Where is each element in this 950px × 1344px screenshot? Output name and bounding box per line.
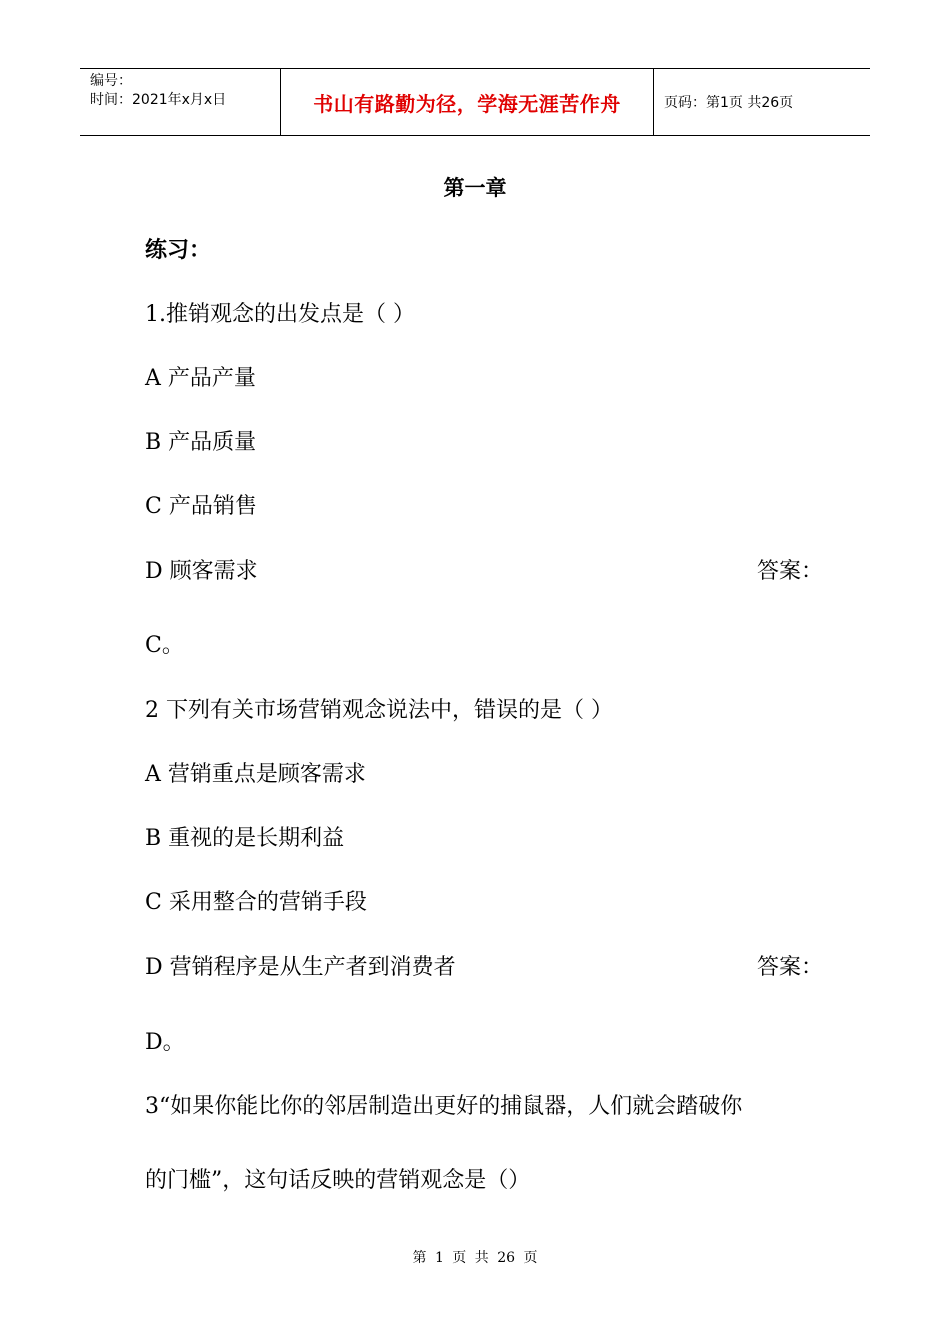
question-3-stem-line-2: 的门槛”，这句话反映的营销观念是（） [145,1168,531,1193]
question-2-option-c: C 采用整合的营销手段 [145,890,367,915]
document-header [80,68,870,136]
header-page-info: 页码：第1页 共26页 [664,95,794,111]
question-2-stem: 2 下列有关市场营销观念说法中，错误的是（ ） [145,698,613,723]
page-footer: 第 1 页 共 26 页 [412,1250,538,1266]
header-motto: 书山有路勤为径，学海无涯苦作舟 [281,69,654,135]
question-1-option-d: D 顾客需求 [145,559,258,584]
question-1-answer: C。 [145,633,184,658]
time-label: 时间：2021年x月x日 [90,92,227,108]
question-1-stem: 1.推销观念的出发点是（ ） [145,302,415,327]
chapter-title: 第一章 [443,175,507,200]
section-label: 练习： [145,237,212,263]
question-1-option-b: B 产品质量 [145,430,257,455]
question-1-option-a: A 产品产量 [145,366,256,391]
question-1-answer-label: 答案： [757,559,824,584]
question-2-option-b: B 重视的是长期利益 [145,826,345,851]
header-left-cell [80,69,281,135]
question-1-option-c: C 产品销售 [145,494,257,519]
question-2-answer-label: 答案： [757,955,824,980]
question-2-answer: D。 [145,1030,185,1055]
question-2-option-d: D 营销程序是从生产者到消费者 [145,955,456,980]
number-label: 编号： [90,73,132,89]
question-2-option-a: A 营销重点是顾客需求 [145,762,366,787]
question-3-stem-line-1: 3“如果你能比你的邻居制造出更好的捕鼠器，人们就会踏破你 [145,1094,743,1119]
